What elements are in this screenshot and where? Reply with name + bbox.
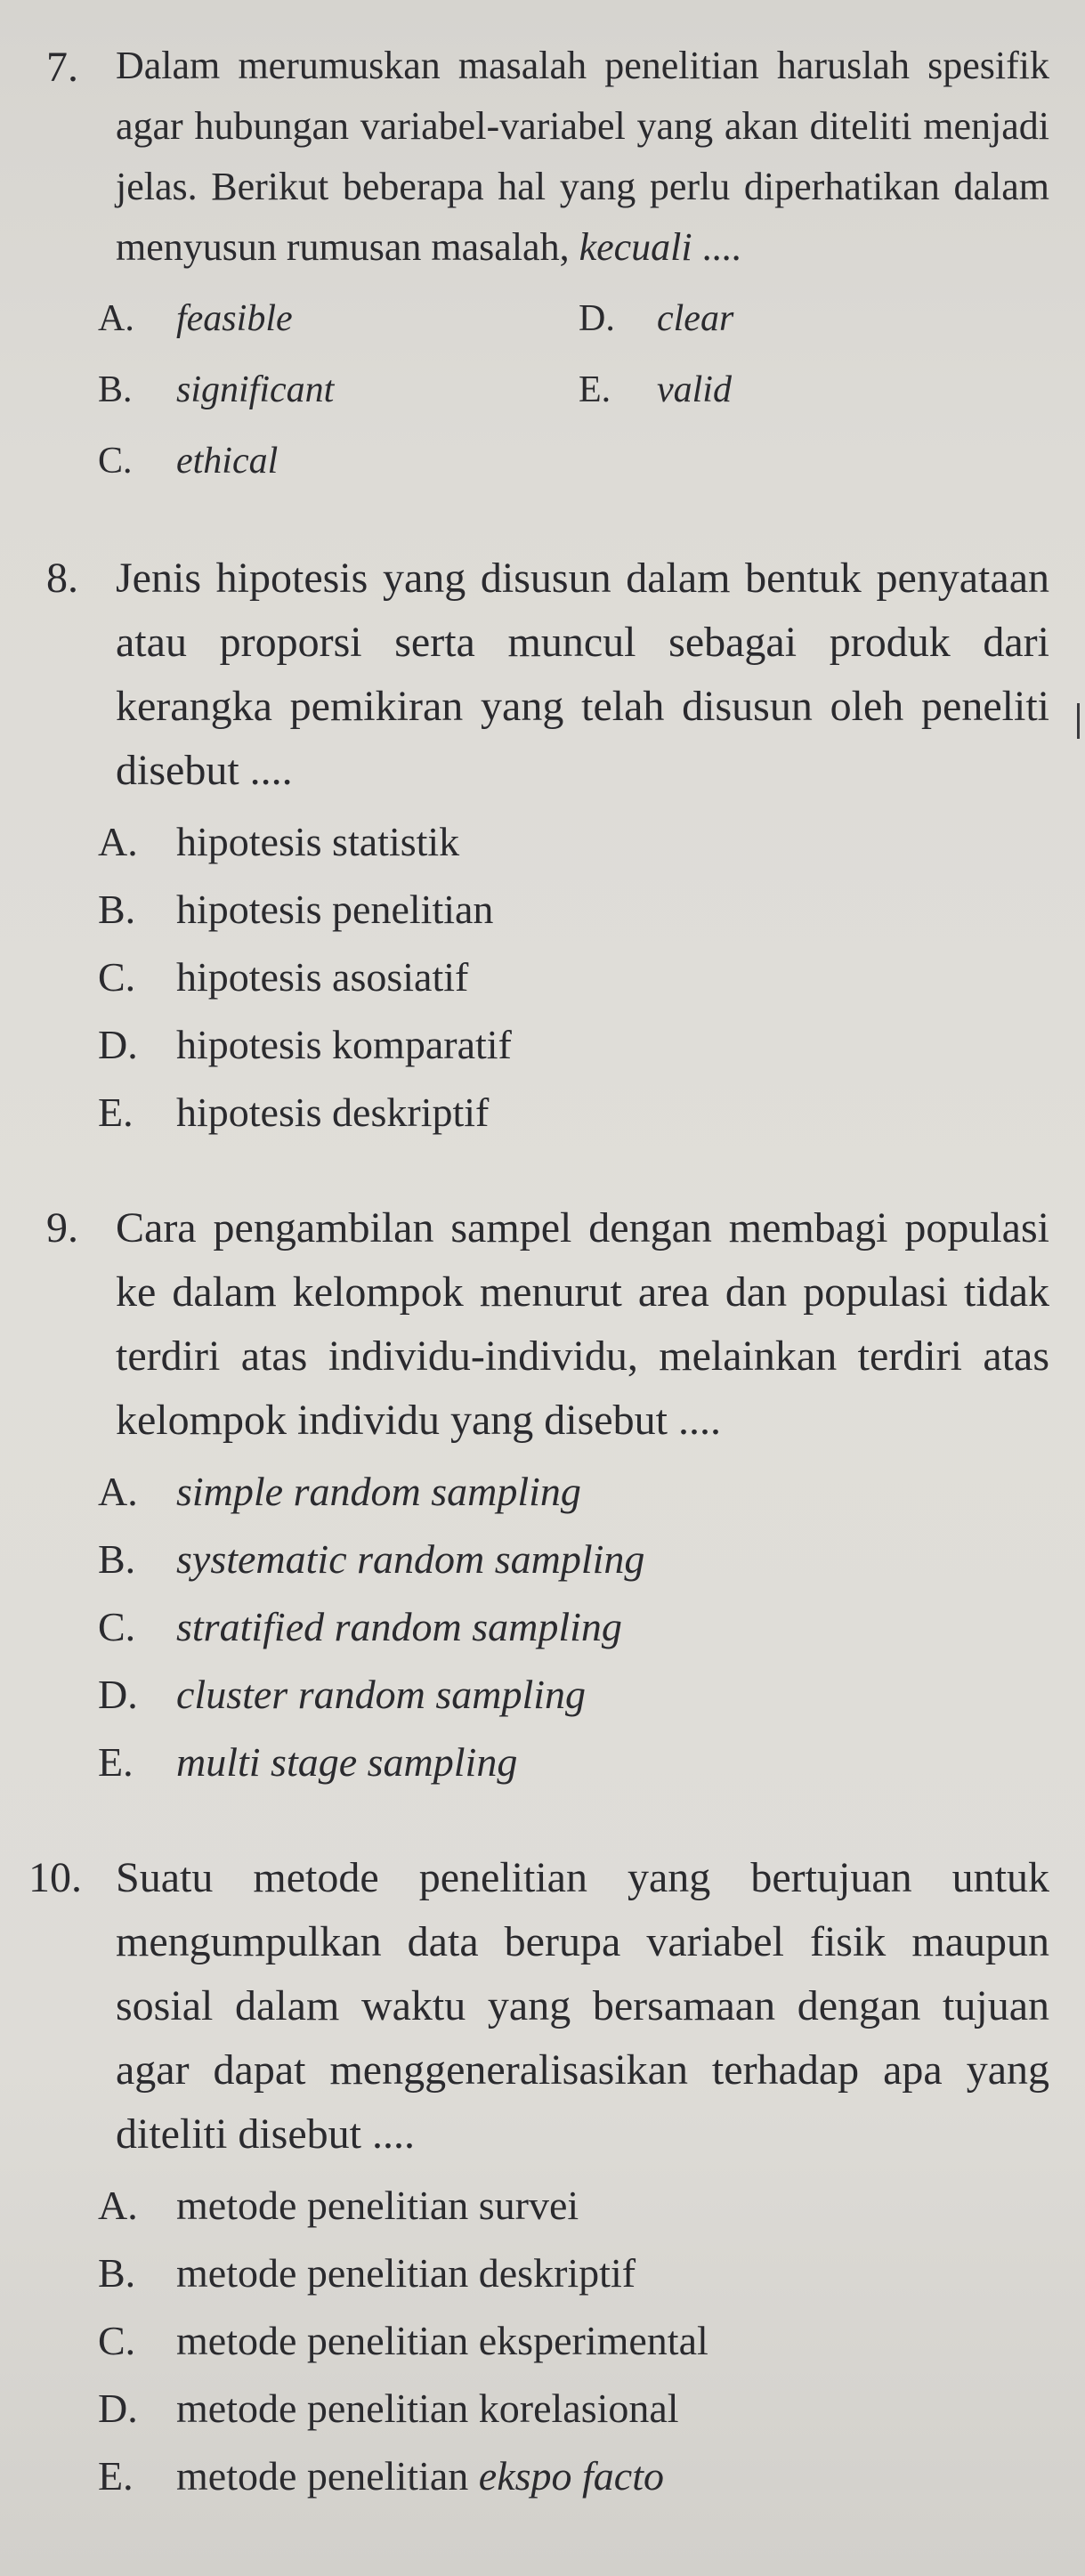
question-text-tail: .... <box>701 225 741 269</box>
option-letter: D. <box>98 1022 138 1067</box>
answer-options <box>98 1458 1085 1796</box>
question-text: Cara pengambilan sampel dengan membagi populasi ke dalam kelompok menurut area dan populasi tidak terdiri atas individu-individu, melainkan terdiri atas kelompok individu yang disebut .... <box>116 1204 1049 1444</box>
question-text: Suatu metode penelitian yang bertujuan untuk mengumpulkan data berupa variabel fisik maupun sosial dalam waktu yang bersamaan dengan tujuan agar dapat menggeneralisasikan terhadap apa yang diteliti disebut .... <box>116 1854 1049 2158</box>
option-letter: D. <box>98 2386 138 2431</box>
option-text: significant <box>176 369 335 410</box>
option-e[interactable] <box>98 1729 1085 1796</box>
option-letter: C. <box>98 1604 136 1649</box>
answer-options <box>98 808 1085 1146</box>
option-text: hipotesis komparatif <box>176 1022 512 1067</box>
option-text: metode penelitian deskriptif <box>176 2250 636 2296</box>
question-number: 9. <box>46 1204 78 1252</box>
question-text-emphasis: kecuali <box>579 225 692 269</box>
option-text: hipotesis deskriptif <box>176 1090 490 1135</box>
option-d[interactable] <box>98 1011 1085 1079</box>
option-letter: D. <box>579 298 615 339</box>
option-text <box>176 2442 664 2510</box>
option-text: metode penelitian eksperimental <box>176 2318 708 2363</box>
option-e[interactable] <box>579 354 1024 425</box>
page-edge-mark <box>1077 703 1080 739</box>
option-text: hipotesis statistik <box>176 819 460 864</box>
option-d[interactable] <box>579 283 1024 354</box>
option-e[interactable] <box>98 1079 1085 1146</box>
question-number: 10. <box>28 1854 82 1901</box>
option-letter: A. <box>98 819 138 864</box>
option-letter: B. <box>98 2250 136 2296</box>
option-text: systematic random sampling <box>176 1536 645 1582</box>
option-a[interactable] <box>98 2172 1085 2240</box>
option-c[interactable] <box>98 1593 1085 1661</box>
question-9 <box>0 1196 1085 1796</box>
answer-options <box>98 2172 1085 2510</box>
option-letter: A. <box>98 298 134 339</box>
option-text: stratified random sampling <box>176 1604 622 1649</box>
option-a[interactable] <box>98 1458 1085 1526</box>
question-text-main: Dalam merumuskan masalah penelitian haruslah spesifik agar hubungan variabel-variabel yang akan diteliti menjadi jelas. Berikut beberapa hal yang perlu diperhatikan dalam menyusun rumusan masalah, <box>116 44 1049 269</box>
question-number: 8. <box>46 555 78 602</box>
option-letter: E. <box>579 369 611 410</box>
question-10 <box>0 1846 1085 2510</box>
option-d[interactable] <box>98 2375 1085 2442</box>
option-letter: E. <box>98 1090 134 1135</box>
option-letter: B. <box>98 1536 136 1582</box>
option-text-main: metode penelitian <box>176 2453 469 2499</box>
option-text: metode penelitian survei <box>176 2183 579 2228</box>
option-letter: B. <box>98 887 136 932</box>
option-a[interactable] <box>98 283 579 354</box>
option-text: valid <box>657 369 732 410</box>
option-text: metode penelitian korelasional <box>176 2386 679 2431</box>
option-letter: C. <box>98 2318 136 2363</box>
option-text: multi stage sampling <box>176 1739 518 1785</box>
option-text-emphasis: ekspo facto <box>478 2453 664 2499</box>
option-letter: C. <box>98 954 136 1000</box>
option-letter: A. <box>98 2183 138 2228</box>
option-c[interactable] <box>98 944 1085 1011</box>
answer-options <box>98 283 1085 497</box>
option-text: hipotesis asosiatif <box>176 954 469 1000</box>
option-e[interactable] <box>98 2442 1085 2510</box>
option-text: feasible <box>176 298 293 339</box>
option-d[interactable] <box>98 1661 1085 1729</box>
option-text: ethical <box>176 441 279 482</box>
option-letter: E. <box>98 1739 134 1785</box>
option-a[interactable] <box>98 808 1085 876</box>
option-letter: E. <box>98 2453 134 2499</box>
option-b[interactable] <box>98 354 579 425</box>
option-letter: A. <box>98 1469 138 1514</box>
option-c[interactable] <box>98 425 579 497</box>
question-number: 7. <box>46 44 78 91</box>
option-letter: D. <box>98 1672 138 1717</box>
option-text: hipotesis penelitian <box>176 887 494 932</box>
option-text: clear <box>657 298 734 339</box>
option-c[interactable] <box>98 2307 1085 2375</box>
option-letter: C. <box>98 441 133 482</box>
question-text: Jenis hipotesis yang disusun dalam bentuk penyataan atau proporsi serta muncul sebagai produk dari kerangka pemikiran yang telah disusun oleh peneliti disebut .... <box>116 555 1049 794</box>
option-letter: B. <box>98 369 133 410</box>
option-b[interactable] <box>98 1526 1085 1593</box>
question-text <box>116 36 1049 278</box>
option-b[interactable] <box>98 876 1085 944</box>
option-b[interactable] <box>98 2240 1085 2307</box>
option-text: simple random sampling <box>176 1469 581 1514</box>
question-7 <box>0 36 1085 497</box>
option-text: cluster random sampling <box>176 1672 586 1717</box>
question-8 <box>0 547 1085 1146</box>
